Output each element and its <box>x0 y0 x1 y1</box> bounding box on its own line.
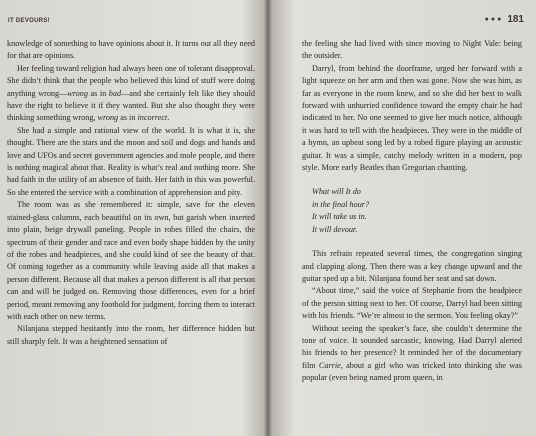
paragraph: This refrain repeated several times, the congregation singing and clapping along. Then there was a key change upward and the guitar sped up a bit. Nilanjana found her seat and sat down. <box>302 249 522 283</box>
paragraph: The room was as she remembered it: simple, save for the eleven stained-glass columns, each beautiful on its own, but garish when inserted into plain, beige drywall paneling. People in robes filled the chairs, the spectrum of their gender and race and even body shape hidden by the unity of the robes and headpieces, and she could kind of see the beauty of that. Of coming together as a community while leaving aside all that makes a person different. Because all that makes a person different is all that person can and will be judged on. Removing those differences, even for a brief period, meant removing any foothold for judgment, forcing them to interact with each other on new terms. <box>7 200 255 321</box>
paragraph: Her feeling toward religion had always been one of tolerant disapproval. She didn’t think that the people who believed this kind of stuff were doing anything wrong—wrong as in bad—and she certainly felt like they should have the right to believe it if they wanted. But she also thought they were thinking something wrong, wrong as in incorrect. <box>7 63 255 123</box>
paragraph: Without seeing the speaker’s face, she couldn’t determine the tone of voice. It sounded sarcastic, knowing. Had Darryl alerted his friends to her presence? It reminded her of the documentary film Carrie, about a girl who was tricked into thinking she was popular (even being named prom queen, in <box>302 323 522 383</box>
left-page <box>0 0 262 436</box>
lyric-line: in the final hour? <box>312 199 370 209</box>
lyric-line: It will devour. <box>312 224 358 234</box>
page-number: 181 <box>507 14 524 25</box>
paragraph: Darryl, from behind the doorframe, urged her forward with a light squeeze on her arm and then was gone. Now she was him, as far as everyone in the room knew, and so she did her best to walk forward with unhurried confidence toward the empty chair he had indicated to her. No one seemed to give her much notice, although it was hard to tell with the headpieces. They were in the middle of a hymn, an upbeat song led by a robed figure playing an acoustic guitar. It was a simple, catchy melody written in a modern, pop style. More early Beatles than Gregorian chanting. <box>302 63 522 173</box>
lyric-line: What will It do <box>312 187 361 197</box>
paragraph: Nilanjana stepped hesitantly into the room, her difference hidden but still sharply felt. It was a heightened sensation of <box>7 324 255 346</box>
running-header: IT DEVOURS! <box>8 18 50 24</box>
paragraph: “About time,” said the voice of Stephanie from the headpiece of the person sitting next to her. Of course, Darryl had been sitting with his friends. “We’re almost to the sermon. You feeling okay?” <box>302 286 522 321</box>
page-number-header <box>485 14 524 25</box>
paragraph: the feeling she had lived with since moving to Night Vale: being the outsider. <box>302 39 522 61</box>
hymn-lyrics <box>312 186 522 236</box>
ornament-dots-icon: ●●● <box>484 16 504 23</box>
right-page <box>270 0 536 436</box>
left-page-body <box>7 38 255 348</box>
lyric-line: It will take us in. <box>312 212 367 222</box>
paragraph: She had a simple and rational view of the world. It is what it is, she thought. There are the stars and the moon and soil and dogs and hands and love and UFOs and secret government agencies and mole people, and there is nothing magical about that. Reality is what’s real and nothing more. She had faith in the utility of an absence of faith. Her faith in this was powerful. So she entered the service with a combination of apprehension and pity. <box>7 125 255 197</box>
paragraph: knowledge of something to have opinions about it. It turns out all they need for that are opinions. <box>7 39 255 61</box>
right-page-body <box>302 38 522 385</box>
